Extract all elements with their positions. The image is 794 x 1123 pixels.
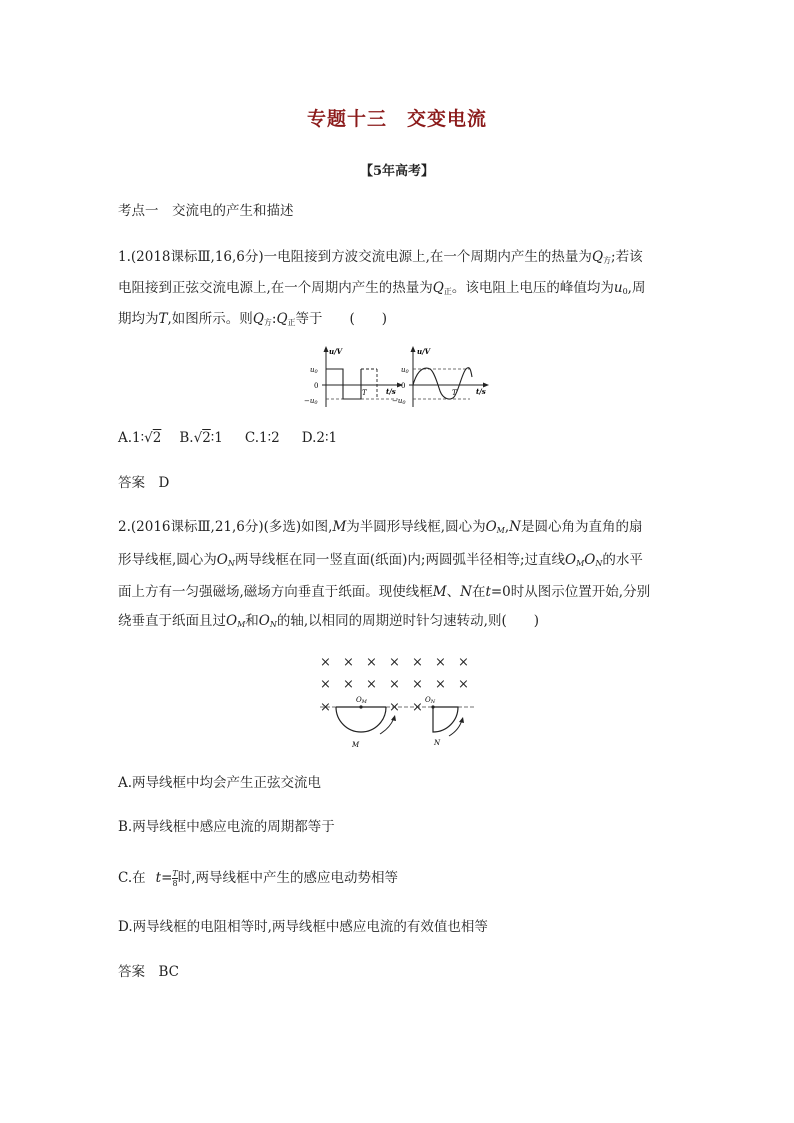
q2-line-2: 形导线框,圆心为$O_N$两导线框在同一竖直面(纸面)内;两圆弧半径相等;过直线$O_MO_N$的水平 <box>118 552 643 568</box>
left-y-label: u/V <box>329 347 343 356</box>
label-N: N <box>434 739 441 747</box>
label-M: M <box>352 741 360 749</box>
q2-option-a: A.两导线框中均会产生正弦交流电 <box>118 775 322 791</box>
right-T-label: T <box>452 389 457 397</box>
center-ON-dot <box>431 705 434 708</box>
magnetic-field-crosses <box>320 655 469 715</box>
section-heading: 【5年高考】 <box>359 164 435 179</box>
cross-mark: × <box>366 655 377 670</box>
cross-mark: × <box>435 677 446 692</box>
cross-mark: × <box>320 677 331 692</box>
rotation-arrow-N <box>449 720 462 736</box>
cross-mark: × <box>320 700 331 715</box>
q2-line-3: 面上方有一匀强磁场,磁场方向垂直于纸面。现使线框M、N在t=0时从图示位置开始,分别 <box>118 584 651 600</box>
center-OM-dot <box>359 705 362 708</box>
q1-option-a: A.1∶√2 <box>118 430 162 446</box>
q1-option-d: D.2∶1 <box>301 430 338 446</box>
left-zero-label: 0 <box>314 382 319 390</box>
cross-mark: × <box>412 700 423 715</box>
q2-answer: 答案 BC <box>118 964 180 980</box>
point-heading: 考点一 交流电的产生和描述 <box>118 203 294 219</box>
rotation-arrowhead-N <box>459 717 464 723</box>
sqrt-icon: √ <box>144 430 153 446</box>
left-t-label: t/s <box>386 387 396 396</box>
fraction-T-over-8: $\frac{T}{8}$ <box>172 869 178 888</box>
right-zero-label: 0 <box>401 382 406 390</box>
cross-mark: × <box>412 655 423 670</box>
q1-option-c: C.1∶2 <box>244 430 280 446</box>
left-y-arrow <box>324 346 329 352</box>
q2-option-d: D.两导线框的电阻相等时,两导线框中感应电流的有效值也相等 <box>118 919 488 935</box>
left-neg-u0-label: −u0 <box>304 397 318 406</box>
sqrt-icon: √ <box>193 430 203 446</box>
page-title: 专题十三 交变电流 <box>306 108 487 130</box>
q1-line-2: 电阻接到正弦交流电源上,在一个周期内产生的热量为$Q_正$。该电阻上电压的峰值均为$u_0$,周 <box>118 280 646 296</box>
cross-mark: × <box>320 655 331 670</box>
cross-mark: × <box>343 655 354 670</box>
label-OM: OM <box>356 696 367 705</box>
q1-line-1: 1.(2018课标Ⅲ,16,6分)一电阻接到方波交流电源上,在一个周期内产生的热量为$Q_方$;若该 <box>118 249 643 265</box>
cross-mark: × <box>458 677 469 692</box>
rotation-arrowhead-M <box>391 715 396 721</box>
q2-line-4: 绕垂直于纸面且过$O_M$和$O_N$的轴,以相同的周期逆时针匀速转动,则( ) <box>118 613 539 629</box>
sector-frame-N <box>433 707 458 732</box>
figure-voltage-waveforms <box>300 343 500 409</box>
q2-option-c: C.在 t= $\frac{T}{8}$ 时,两导线框中产生的感应电动势相等 <box>118 869 399 888</box>
cross-mark: × <box>389 677 400 692</box>
left-T-label: T <box>362 389 367 397</box>
q1-option-b: B.√2∶1 <box>179 430 223 446</box>
right-t-label: t/s <box>476 387 486 396</box>
cross-mark: × <box>412 677 423 692</box>
label-ON: ON <box>425 696 436 705</box>
right-u0-label: u0 <box>401 366 409 375</box>
cross-mark: × <box>389 700 400 715</box>
figure-magnetic-frames <box>312 650 482 750</box>
q1-answer: 答案 D <box>118 475 170 491</box>
cross-mark: × <box>458 655 469 670</box>
cross-mark: × <box>435 655 446 670</box>
cross-mark: × <box>343 677 354 692</box>
right-y-arrow <box>411 346 416 352</box>
q1-line-3: 期均为T,如图所示。则$Q_方:Q_正$等于 ( ) <box>118 311 388 327</box>
right-y-label: u/V <box>417 347 431 356</box>
square-wave <box>326 369 361 399</box>
right-neg-u0-label: −u0 <box>392 397 406 406</box>
q2-option-b: B.两导线框中感应电流的周期都等于 <box>118 819 335 835</box>
q2-line-1: 2.(2016课标Ⅲ,21,6分)(多选)如图,M为半圆形导线框,圆心为$O_M,N$是圆心角为直角的扇 <box>118 519 643 535</box>
q1-options <box>118 424 678 453</box>
cross-mark: × <box>389 655 400 670</box>
cross-mark: × <box>366 677 377 692</box>
semicircle-frame-M <box>336 707 386 732</box>
left-u0-label: u0 <box>310 366 318 375</box>
sine-wave <box>413 368 472 399</box>
